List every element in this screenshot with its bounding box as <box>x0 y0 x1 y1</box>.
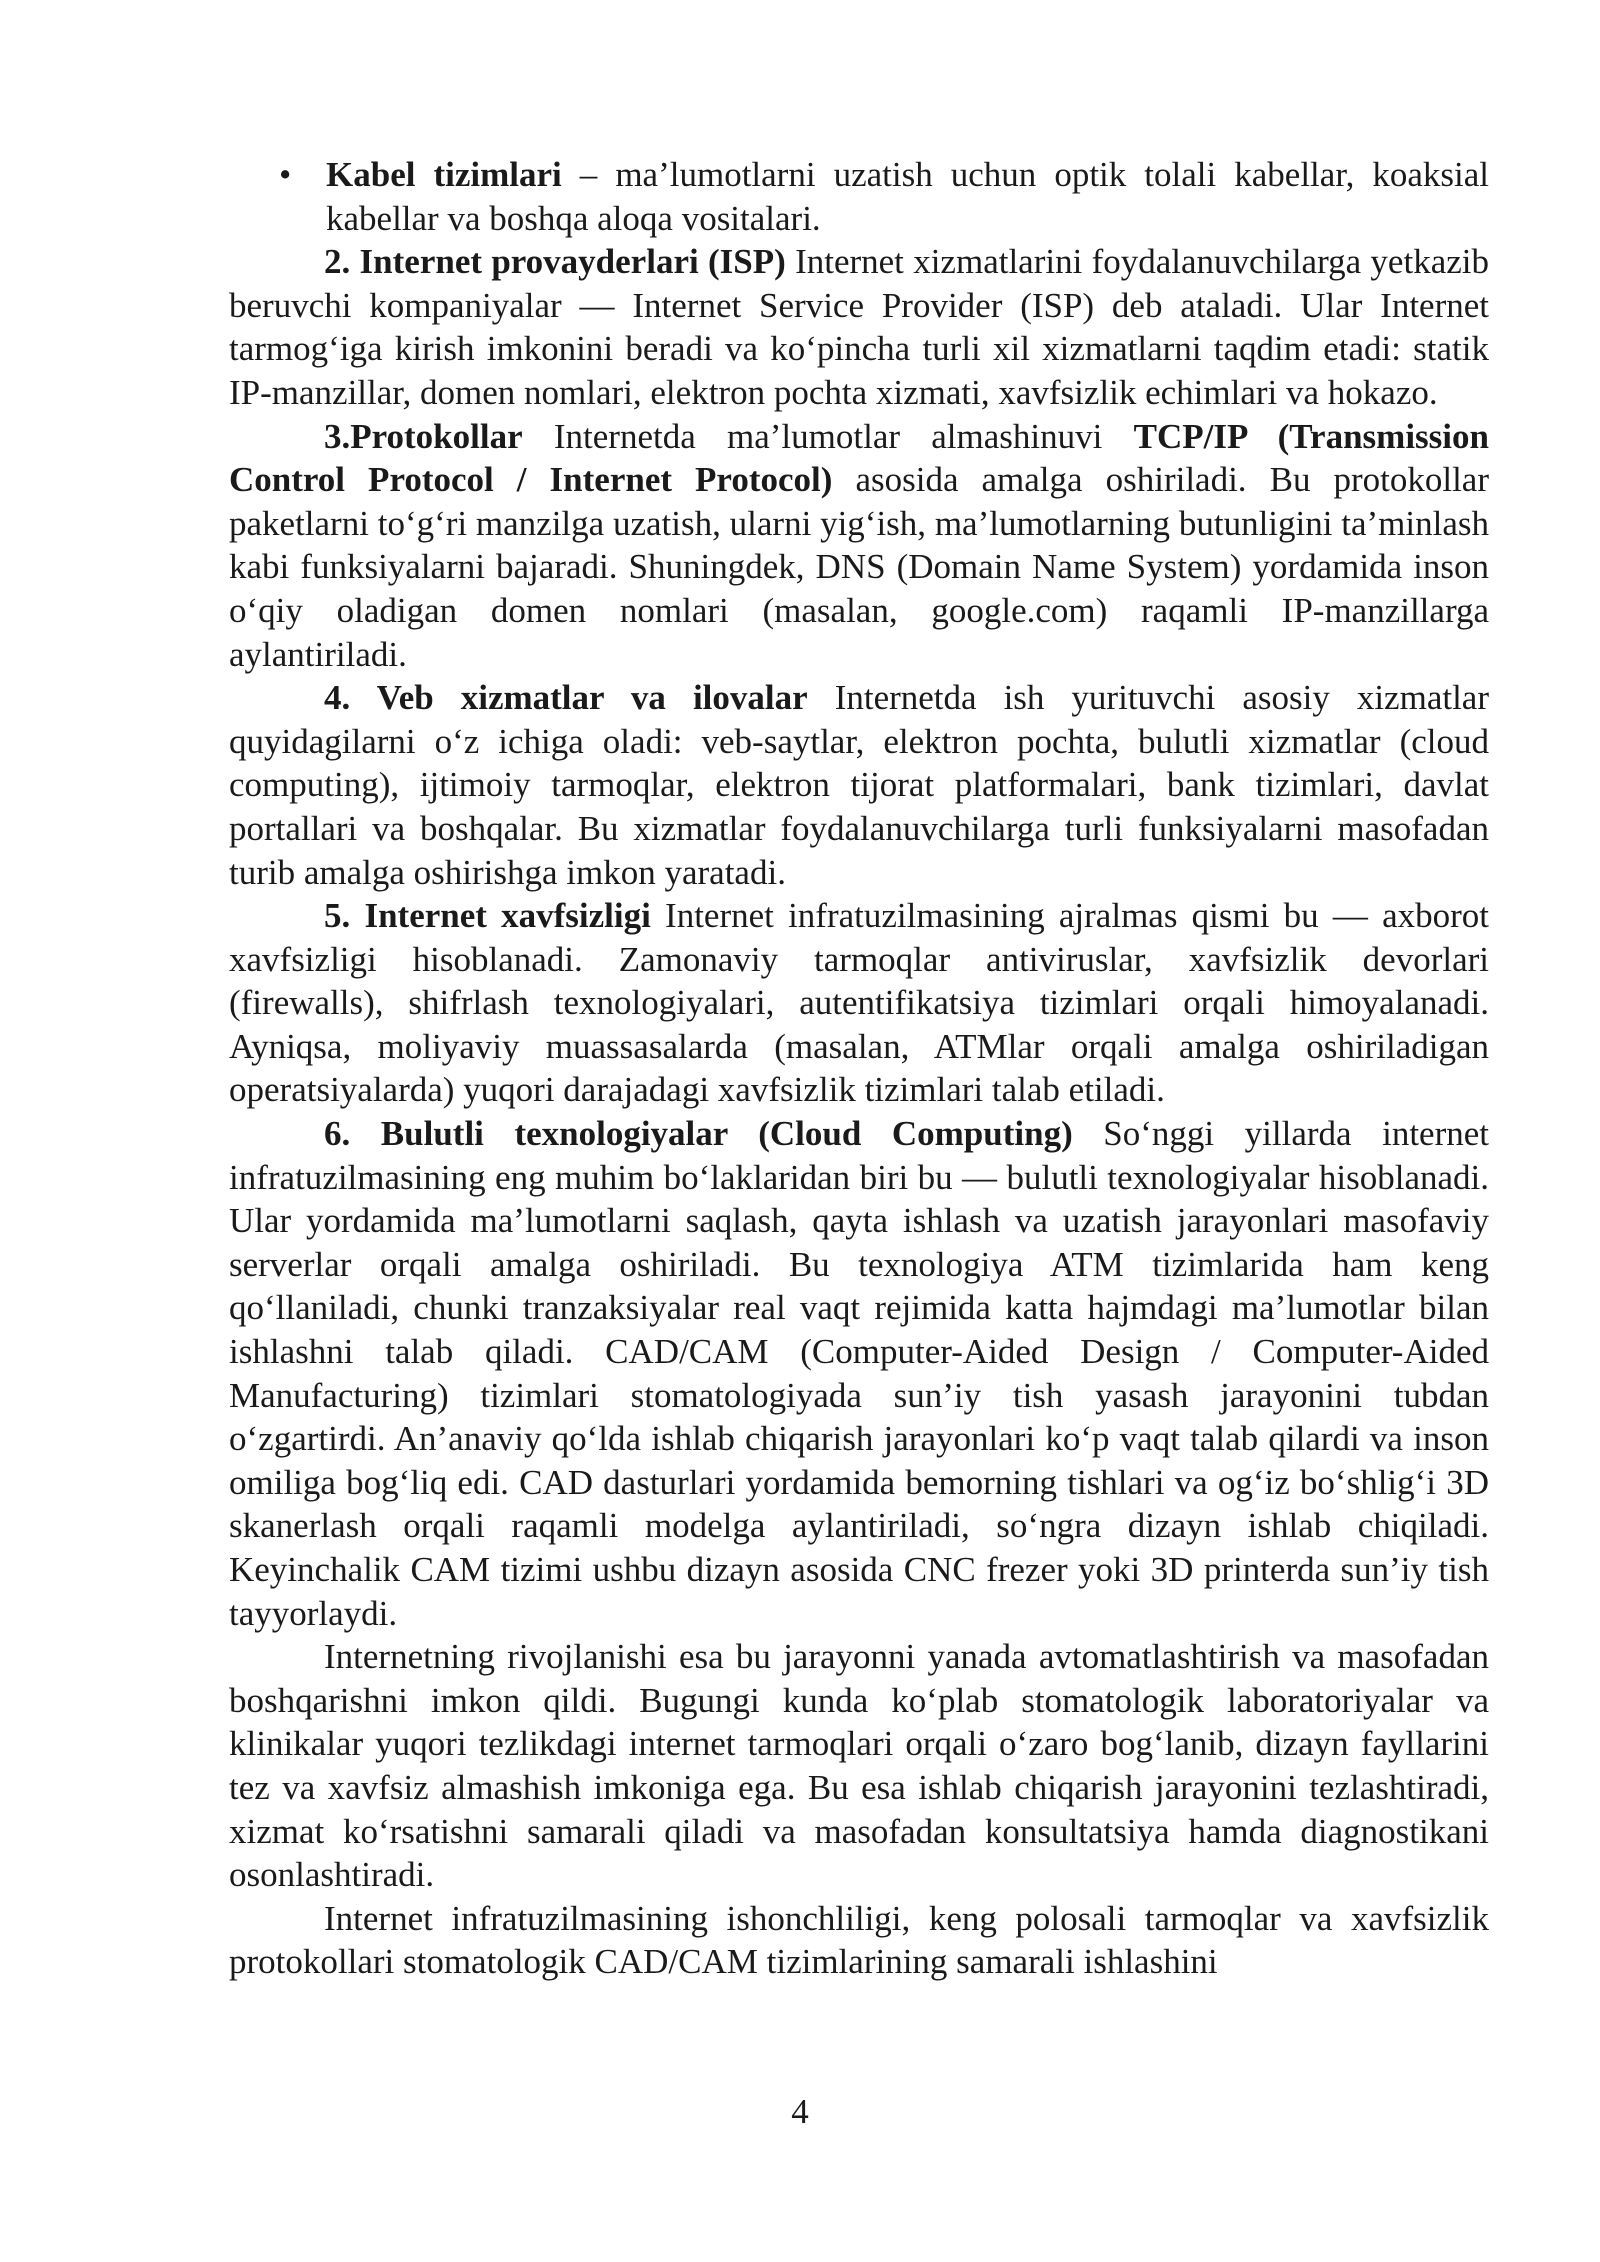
section-text: So‘nggi yillarda internet infratuzilmasining eng muhim bo‘laklaridan biri bu — bulutli texnologiyalar hisoblanadi. Ular yordamida ma’lumotlarni saqlash, qayta ishlash va uzatish jarayonlari masofaviy serverlar orqali amalga oshiriladi. Bu texnologiya ATM tizimlarida ham keng qo‘llaniladi, chunki tranzaksiyalar real vaqt rejimida katta hajmdagi ma’lumotlar bilan ishlashni talab qiladi. CAD/CAM (Computer-Aided Design / Computer-Aided Manufacturing) tizimlari stomatologiyada sun’iy tish yasash jarayonini tubdan o‘zgartirdi. An’anaviy qo‘lda ishlab chiqarish jarayonlari ko‘p vaqt talab qilardi va inson omiliga bog‘liq edi. CAD dasturlari yordamida bemorning tishlari va og‘iz bo‘shlig‘i 3D skanerlash orqali raqamli modelga aylantiriladi, so‘ngra dizayn ishlab chiqiladi. Keyinchalik CAM tizimi ushbu dizayn asosida CNC frezer yoki 3D printerda sun’iy tish tayyorlaydi. <box>229 1114 1489 1633</box>
section-text: Internetda ish yurituvchi asosiy xizmatlar quyidagilarni o‘z ichiga oladi: veb-saytlar, elektron pochta, bulutli xizmatlar (cloud computing), ijtimoiy tarmoqlar, elektron tijorat platformalari, bank tizimlari, davlat portallari va boshqalar. Bu xizmatlar foydalanuvchilarga turli funksiyalarni masofadan turib amalga oshirishga imkon yaratadi. <box>229 678 1489 892</box>
section-heading: 6. Bulutli texnologiyalar (Cloud Computing) <box>324 1114 1073 1154</box>
paragraph-infrastructure-reliability: Internet infratuzilmasining ishonchliligi, keng polosali tarmoqlar va xavfsizlik protokollari stomatologik CAD/CAM tizimlarining samarali ishlashini <box>229 1898 1489 1982</box>
bullet-term: Kabel tizimlari <box>326 155 562 194</box>
section-cloud-technologies <box>229 1112 1489 1635</box>
bullet-marker: • <box>279 155 292 194</box>
section-heading: 2. Internet provayderlari (ISP) <box>324 242 786 282</box>
paragraph-internet-development: Internetning rivojlanishi esa bu jarayonni yanada avtomatlashtirish va masofadan boshqarishni imkon qildi. Bugungi kunda ko‘plab stomatologik laboratoriyalar va klinikalar yuqori tezlikdagi internet tarmoqlari orqali o‘zaro bog‘lanib, dizayn fayllarini tez va xavfsiz almashish imkoniga ega. Bu esa ishlab chiqarish jarayonini tezlashtiradi, xizmat ko‘rsatishni samarali qiladi va masofadan konsultatsiya hamda diagnostikani osonlashtiradi. <box>229 1637 1489 1895</box>
section-text: Internet infratuzilmasining ajralmas qismi bu — axborot xavfsizligi hisoblanadi. Zamonaviy tarmoqlar antiviruslar, xavfsizlik devorlari (firewalls), shifrlash texnologiyalari, autentifikatsiya tizimlari orqali himoyalanadi. Ayniqsa, moliyaviy muassasalarda (masalan, ATMlar orqali amalga oshiriladigan operatsiyalarda) yuqori darajadagi xavfsizlik tizimlari talab etiladi. <box>229 896 1489 1110</box>
section-heading: 3.Protokollar <box>324 416 523 456</box>
section-isp <box>229 240 1489 414</box>
section-bold-term: TCP/IP (Transmission Control Protocol / Internet Protocol) <box>229 416 1489 500</box>
section-text: Internetda ma’lumotlar almashinuvi <box>522 416 1134 456</box>
page-body <box>229 153 1489 1984</box>
section-text: Internet xizmatlarini foydalanuvchilarga yetkazib beruvchi kompaniyalar — Internet Service Provider (ISP) deb ataladi. Ular Internet tarmog‘iga kirish imkonini beradi va ko‘pincha turli xil xizmatlarni taqdim etadi: statik IP-manzillar, domen nomlari, elektron pochta xizmati, xavfsizlik echimlari va hokazo. <box>229 242 1489 412</box>
bullet-text: – ma’lumotlarni uzatish uchun optik tolali kabellar, koaksial kabellar va boshqa aloqa vositalari. <box>326 155 1489 238</box>
section-protocols <box>229 415 1489 677</box>
section-text-continued: asosida amalga oshiriladi. Bu protokollar paketlarni to‘g‘ri manzilga uzatish, ularni yig‘ish, ma’lumotlarning butunligini ta’minlash kabi funksiyalarni bajaradi. Shuningdek, DNS (Domain Name System) yordamida inson o‘qiy oladigan domen nomlari (masalan, google.com) raqamli IP-manzillarga aylantiriladi. <box>229 460 1489 674</box>
section-web-services <box>229 676 1489 894</box>
section-heading: 5. Internet xavfsizligi <box>324 896 651 936</box>
page-number: 4 <box>791 2092 809 2131</box>
bullet-item-cable-systems <box>229 153 1489 240</box>
section-internet-security <box>229 894 1489 1112</box>
section-heading: 4. Veb xizmatlar va ilovalar <box>324 678 808 718</box>
